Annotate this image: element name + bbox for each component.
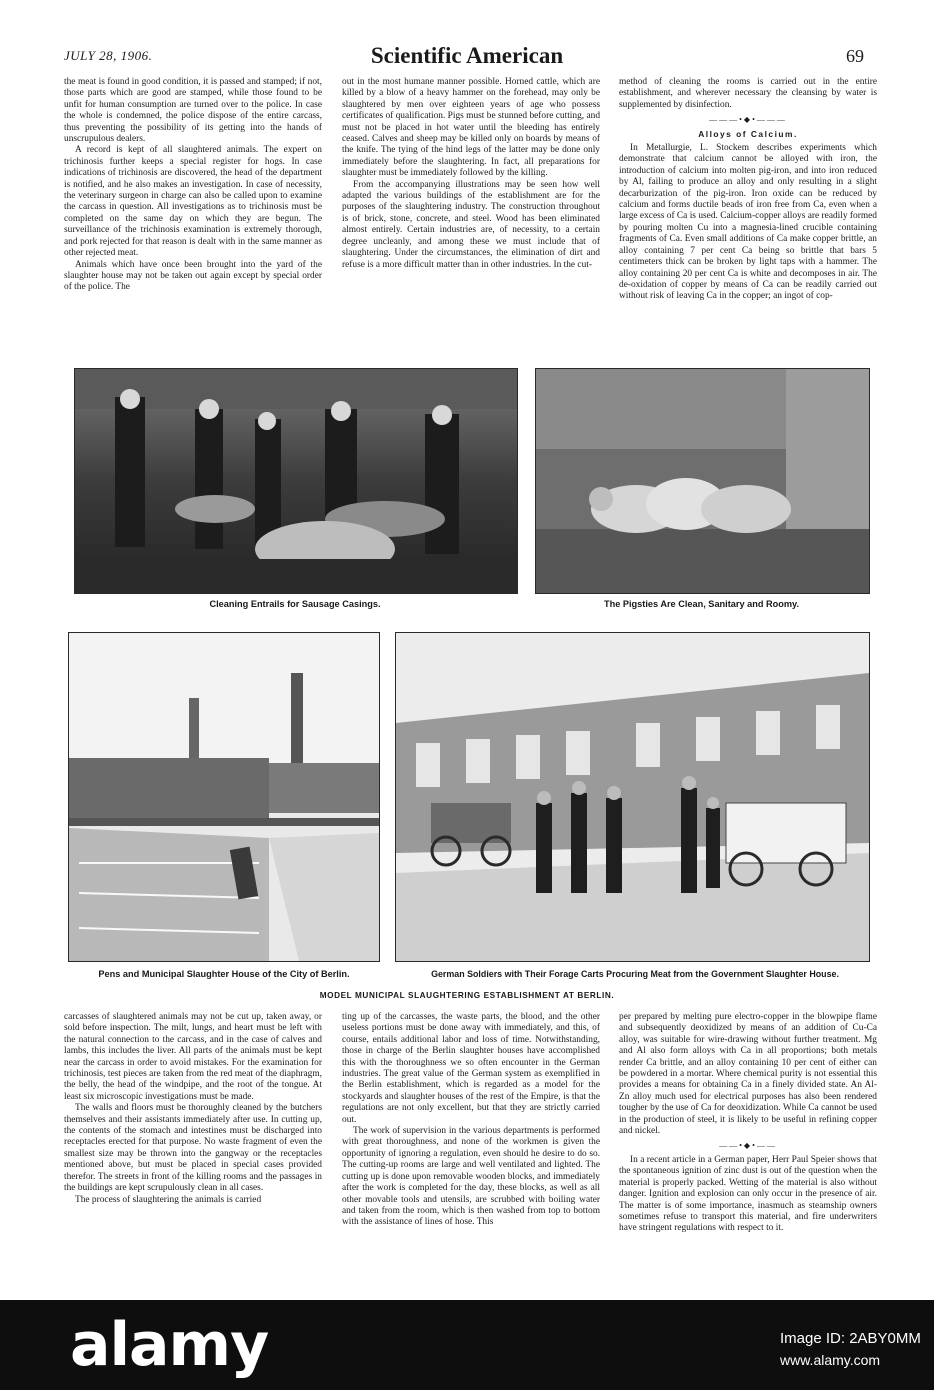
bottom-column-3: [619, 1012, 877, 1235]
caption-cleaning-entrails: Cleaning Entrails for Sausage Casings.: [209, 599, 381, 609]
top-column-2: [342, 77, 600, 271]
top-column-1: [64, 77, 322, 294]
section-heading: Alloys of Calcium.: [698, 128, 798, 139]
caption-pigsties: The Pigsties Are Clean, Sanitary and Roomy.: [603, 599, 800, 609]
photo-soldiers-forage-carts: [395, 632, 870, 962]
section-divider: ——•◆•——: [719, 1141, 777, 1151]
top-column-3: [619, 77, 877, 303]
section-divider: ———•◆•———: [709, 115, 787, 125]
caption-soldiers-forage-carts: German Soldiers with Their Forage Carts Procuring Meat from the Government Slaughter House.: [431, 969, 839, 979]
image-id: Image ID: 2ABY0MM: [780, 1330, 921, 1347]
paragraph: out in the most humane manner possible. Horned cattle, which are killed by a blow of a heavy hammer on the forehead, may only be slaughtered by men over eighteen years of age who possess certificates of qualification. Pigs must be stunned before cutting, and must not be placed in hot water until the bleeding has entirely ceased. Calves and sheep may be killed only on boards by means of the knife. The tying of the hind legs of the latter may be done only immediately before the slaughtering. In fact, all preparations for slaughter must be immediately followed by the killing.: [342, 77, 601, 179]
paragraph: The work of supervision in the various departments is performed with great thoroughness, and none of the workmen is given the opportunity of ignoring a regulation, even should he desire to do so. The cutting-up rooms are large and well ventilated and lighted. The cutting up is done upon removable wooden blocks, and immediately after the work is completed for the day, these blocks, as well as all other movable tools and utensils, are scrubbed with boiling water and taken from the room, which is then washed from top to bottom with the assistance of lines of hose. This: [342, 1126, 600, 1228]
bottom-column-1: [64, 1012, 322, 1206]
photo-pigsties: [535, 368, 870, 594]
photo-cleaning-entrails: [74, 368, 518, 594]
alamy-logo: alamy: [70, 1310, 269, 1380]
paragraph: In a recent article in a German paper, Herr Paul Speier shows that the spontaneous ignition of zinc dust is out of the question when the material is properly packed. Wetting of the material is also without danger. Ignition and explosion can only occur in the presence of air. The matter is of some importance, inasmuch as steamship owners sometimes refuse to transport this material, and fire underwriters have stringent regulations with respect to it.: [619, 1154, 877, 1234]
photo-pens-slaughter-house: [68, 632, 380, 962]
bottom-column-2: [342, 1012, 600, 1229]
masthead-title: Scientific American: [370, 43, 564, 68]
paragraph: A record is kept of all slaughtered animals. The expert on trichinosis further keeps a special register for hogs. In case indications of trichinosis are discovered, the head of the department is notified, and he also makes an investigation. In case of necessity, the veterinary surgeon in charge can also be called upon to examine the carcass in question. All investigations as to trichinosis must be completed on the same day on which they are begun. The surveillance of the trichinosis examination is extremely thorough, and pork rejected for that reason is dealt with in the same manner as other rejected meat.: [64, 145, 322, 259]
paragraph: carcasses of slaughtered animals may not be cut up, taken away, or sold before inspection. The milt, lungs, and heart must be left with the natural connection to the carcass, and in the case of calves and lambs, this includes the liver. All parts of the animals must be kept near the carcass in order to avoid mistakes. For the examination for trichinosis, test pieces are taken from the red meat of the diaphragm, the belly, the head of the windpipe, and the root of the tongue. At least six microscopic investigations must be made.: [64, 1012, 322, 1102]
paragraph: ting up of the carcasses, the waste parts, the blood, and the other useless portions must be done away with immediately, and this, of course, entails additional labor and loss of time. Notwithstanding, those in charge of the Berlin slaughter houses have accomplished this with the thoroughness we so often encounter in the German industries. The great value of the German system as exemplified in the Berlin establishment, which is regarded as a model for the stockyards and slaughter houses of the rest of the Empire, is that the regulations are not only excellent, but that they are strictly carried out.: [342, 1012, 600, 1125]
article-title: MODEL MUNICIPAL SLAUGHTERING ESTABLISHMENT AT BERLIN.: [319, 991, 615, 1000]
caption-pens-slaughter-house: Pens and Municipal Slaughter House of the City of Berlin.: [98, 969, 350, 979]
issue-date: JULY 28, 1906.: [64, 48, 153, 63]
watermark-url: www.alamy.com: [780, 1352, 881, 1368]
paragraph: the meat is found in good condition, it is passed and stamped; if not, those parts which are good are stamped, while those found to be unfit for human consumption are turned over to the police. In case the whole is condemned, the police dispose of the entire carcass, thus preventing the possibility of its getting into the hands of unscrupulous dealers.: [64, 77, 322, 145]
paragraph: per prepared by melting pure electro-copper in the blowpipe flame and subsequently deoxidized by means of an addition of Cu-Ca alloy, was suitable for wire-drawing without further treatment. Mg and Al also form alloys with Ca in all proportions; both metals render Ca brittle, and an alloy containing 10 per cent of either can be powdered in a mortar. Where chemical purity is not essential this provides a means for obtaining Ca in a finely divided state. An Al-Zn alloy much used for electrical purposes has also been rendered tougher by the use of Ca for deoxidization. While Ca cannot be used in the production of steel, it is likely to be useful in refining copper and nickel.: [619, 1012, 877, 1137]
paragraph: In Metallurgie, L. Stockem describes experiments which demonstrate that calcium cannot be alloyed with iron, the introduction of calcium into molten pig-iron, and into iron reduced by Al, failing to produce an alloy and only resulting in a slight decarburization of the pig-iron. Iron oxide can be reduced by calcium and forms ductile beads of iron free from Ca, even when a large excess of Ca is used. Calcium-copper alloys are readily formed by pouring molten Cu into a magnesia-lined crucible containing fragments of Ca. Even small additions of Ca make copper brittle, an alloy containing 7 per cent Ca being so brittle that bars 5 centimeters thick can be broken by light taps with a hammer. The alloy containing 20 per cent Ca is white and decomposes in air. The de-oxidation of copper by means of Ca can be readily carried out without risk of leaving Ca in the copper; an ingot of cop-: [619, 143, 877, 302]
paragraph: From the accompanying illustrations may be seen how well adapted the various buildings of the establishment are for the purposes of the slaughtering industry. The construction throughout is of brick, stone, concrete, and steel. Wood has been eliminated almost entirely. Certain industries are, of necessity, to a certain degree uncleanly, and among these we must include that of slaughtering. Under the circumstances, the elimination of dirt and refuse is a more difficult matter than in other industries. In the cut-: [342, 179, 600, 270]
paragraph: The process of slaughtering the animals is carried: [75, 1194, 262, 1205]
page-number: 69: [846, 46, 864, 66]
paragraph: The walls and floors must be thoroughly cleaned by the butchers themselves and their assistants immediately after use. In cutting up, the contents of the stomach and intestines must be discharged into receptacles erected for that purpose. No waste fragment of even the smallest size may be thrown into the gangway or the receptacles mentioned above, but must be placed in special cases provided therefor. The streets in front of the killing rooms and the passages in the buildings are kept scrupulously clean in all cases.: [64, 1103, 322, 1194]
paragraph: Animals which have once been brought into the yard of the slaughter house may not be taken out again except by special order of the police. The: [64, 259, 322, 293]
paragraph: method of cleaning the rooms is carried out in the entire establishment, and wherever necessary the cleansing by water is supplemented by disinfection.: [619, 77, 877, 110]
